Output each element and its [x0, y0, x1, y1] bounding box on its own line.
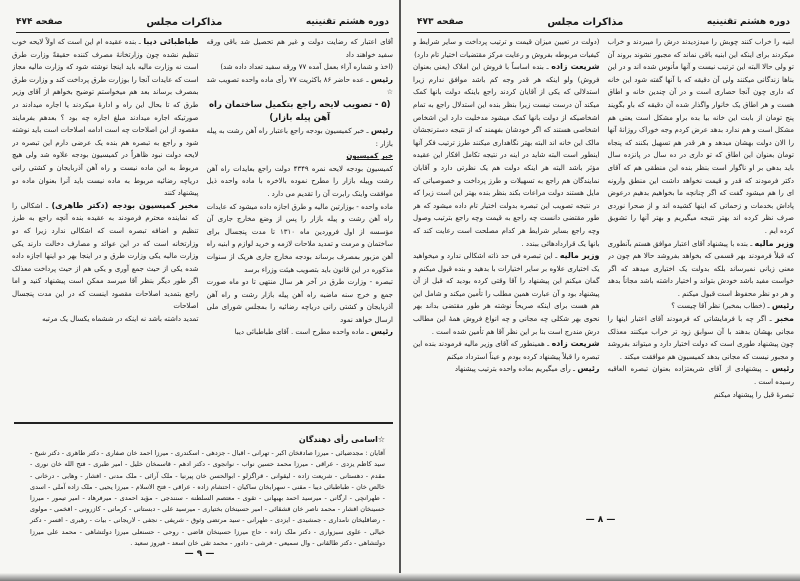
voters-title: ☆اسامی رأی دهندگان	[298, 435, 385, 444]
column-left	[12, 36, 199, 405]
speech-paragraph	[12, 200, 199, 313]
speech-text: ـ (خطاب بمخبر) نظر آقا چیست ؟	[671, 302, 772, 311]
text-paragraph: ابنیه را خراب کنند چوبش را میدزدیدند درش را میبردند و خراب میکردند برای اینکه این ابنیه باقی نماند که مجبور نشوند بروند آن تو ولی حالا البته این ترتیب نیست و آنها مأنوس شده اند و در این بناها زندگانی میکنند ولی آن دقیقه که با آنها گفته شود این خانه که داری چون آنجا حصاری است و در آن چندین خانه و اطاق هست و هر اطاق یک خانوار واگذار شده آن دقیقه که باو بگویند پنج تومان از بابت این خانه بیا بده براو مشکل است یعنی هم مشکل است و هم ندارد بدهد عرض کردم وجه خوراک روزانهٔ آنها را الان دولت بهشان میدهد و هر قدر هم تسهیل بکنند که پنجاه تومان بعنوان این اطاق که تو داری در ده سال در پانزده سال باید بدهی بر او ناگوار است بنظر بنده این منطقی هم که آقای دکتر فرمودند که قدر و قیمت نخواهد داشت این منطق وارونه ای را هم میشود گفت که اگر چنانچه ما بخواهیم بدهیم درعوض پاداش بخدمات و زحماتی که اینها کشیده اند و از صحرا نوردی صرف نظر کرده اند بهتر نتیجه میگیریم و بهتر آنها را تشویق کرده ایم .	[607, 38, 794, 235]
speaker-name: شریعت زاده	[551, 62, 600, 72]
speech-paragraph	[608, 238, 795, 301]
page-title: مذاکرات مجلس	[146, 16, 223, 28]
speech-text: ـ اگر چه با فرمایشاتی که فرمودند آقای اعتبار اینها را مجانی بهشان بدهند با آن سوابق زود تر خراب میکنند معذلک چون پیشنهاد طوری است که دولت اختیار دارد و میتواند بفروشد و مجبور نیست که مجانی بدهد کمیسیون هم موافقت میکند .	[607, 315, 794, 361]
speaker-name: رئیس	[370, 125, 393, 135]
page-title: مذاکرات مجلس	[547, 16, 624, 28]
section-heading: (۵ - تصویب لایحه راجع بتکمیل ساختمان راه آهن پیله بازار)	[209, 99, 391, 123]
page-number: — ۹ —	[184, 549, 215, 559]
session-label: دوره هشتم تقنینیه	[706, 17, 790, 27]
text-paragraph: تمدید داشته باشد نه اینکه در ششماه یکسال یک مرتبه	[42, 315, 199, 324]
text-columns	[12, 36, 393, 405]
speech-paragraph	[413, 61, 600, 250]
speech-paragraph	[12, 36, 199, 200]
column-left	[413, 36, 600, 513]
page-label: صفحه ۴۷۴	[16, 17, 63, 27]
speech-text: ـ این تبصره فی حد ذاته اشکالی ندارد و میخواهید یک اختیاری علاوه بر سایر اختیارات با بدهید و بنده قبول میکنم و گمان میکنم این پیشنهاد را آقا وقتی کرده بودید که قبل از آن پیشنهاد بود و آن عبارت همین مطلب را تأمین میکند و شامل این هم هست برای اینکه صریحاً نوشته هر طور مقتضی بداند بهر نحوی بهر شکلی چه مجانی و چه انواع فروش همهٔ این مطالب درش مندرج است بنا بر این نظر آقا هم تأمین شده است .	[413, 252, 600, 336]
speech-text: ـ بنده با پیشنهاد آقای اعتبار موافق هستم بآنطوری که قبلاً فرمودند بهر قسمی که بخواهد بفروشد حالا هم چون در معنی زیانی نمیرساند بلکه بدولت یک اختیاری میدهد که اگر خواست مفید باشد خودش بتواند و اختیار داشته باشد مجاناً بدهد و هر دو نظر محفوظ است قبول میکنم .	[607, 239, 794, 298]
text-paragraph: (دولت در تعیین میزان قیمت و ترتیب پرداخت و سایر شرایط و کیفیات مربوطه بفروش و رعایت مرکز مقتضیات اختیار تام دارد)	[413, 38, 600, 59]
page-number: — ۸ —	[585, 515, 616, 525]
speech-text: ـ ماده واحده مطرح است . آقای طباطبائی دیبا	[234, 328, 371, 337]
section-divider	[14, 422, 393, 424]
page-header	[417, 14, 790, 33]
speech-text: ـ اشکالی را که نماینده محترم فرمودند به عقیده بنده آنچه راجع به طرز تنظیم و اضافه تبصره است که اشکالی ندارد زیرا که دو وزارتخانه است که در این عوائد و مصارف دخالت دارند یکی وزارت مالیه یکی وزارت طرق و در اینجا بهر دو اینها اجازه داده شده یکی از حیث جمع آوری و یکی هم از حیث پرداخت معذلک اگر طور دیگر بنظر آقا میرسد ممکن است پیشنهاد کنید و اما راجع بتمدید اصلاحات مقصود اینست که در این مدت پنجسال اصلاحات	[12, 201, 199, 311]
speech-text: ـ خبر کمیسیون بودجه راجع باعتبار راه آهن رشت به پیله بازار :	[206, 126, 393, 148]
speaker-name: وزیر مالیه	[559, 251, 600, 261]
speaker-name: رئیس	[370, 327, 393, 337]
scan-bottom-shadow	[0, 573, 800, 581]
speech-text: ـ رأی میگیریم بماده واحده بترتیب پیشنهاد	[454, 365, 578, 374]
speech-paragraph	[608, 313, 795, 363]
speech-text: ـ پیشنهادی از آقای شریعتزاده بعنوان تبصره العاقبه رسیده است .	[607, 365, 794, 387]
speech-text: ـ همینطور که آقای وزیر مالیه فرمودند بنده این تبصره را قبلاً پیشنهاد کرده بودم و عیناً استرداد میکنم	[413, 340, 600, 361]
column-right	[608, 36, 795, 513]
text-paragraph: آقای اعتبار که رضایت دولت و غیر هم تحصیل شد باقی ورقه سفید خواهند داد	[206, 38, 393, 59]
speech-paragraph	[207, 125, 394, 150]
speech-paragraph	[207, 74, 394, 99]
speaker-name: رئیس	[577, 364, 600, 374]
text-columns	[413, 36, 794, 513]
speaker-name: رئیس	[771, 301, 794, 311]
speech-paragraph	[207, 326, 394, 339]
column-right	[207, 36, 394, 405]
subsection-heading: خبر کمیسیون	[346, 152, 393, 161]
text-paragraph: ماده واحده - بوزارتین مالیه و طرق اجازه داده میشود که عایدات راه آهن رشت و پیله بازار را پس از وضع مخارج جاری آن مؤسسه از اول فروردین ماه ۱۳۱۰ تا مدت پنجسال برای ساختمان و مرمت و تمدید ملاحات لازمه و خرید لوازم و ابنیه راه آهن مزبور بمصرف برساند بودجه مخارج جاری هریک از سنوات مذکوره در این قانون باید بتصویب هیئت وزراء برسد	[206, 202, 393, 274]
speaker-name: مخبر	[775, 314, 794, 324]
text-paragraph: تبصره - وزارت طرق در آخر هر سال منتهی تا دو ماه صورت جمع و خرج سنه ماضیه راه آهن پیله بازار رشت و راه آهن آذربایجان و کشتی رانی دریاچه رضائیه را بمجلس شورای ملی ارسال خواهد نمود	[206, 278, 393, 324]
speech-paragraph	[413, 250, 600, 338]
speech-text: ـ بنده اساساً با فروش این املاک (یعنی بعنوان فروش) ولو اینکه هر قدر وجه کم باشد موافق ندارم زیرا استدلالی که یکی از آقایان کردند راجع باینکه دولت بانها کمک میکند آن درست نیست زیرا بنظر بنده این استدلال راجع به تمام اشخاصیکه از دولت بانها کمک میشود مدخلیت دارد این اشخاص اشخاصی هستند که اگر خودشان بفهمند که از نتیجه دسترنجشان مالک این خانه اند البته بهتر نگاهداری میکنند طرز ترتیب فکر آنها اینطور است البته شاید در اینه در نتیجه تکامل افکار این عقیده مؤثر باشد البته هر اینکه دولت هم یک نظرتی دارد و آقایان نمایندگان هم راجع به تسهیلات و طرز پرداخت و خصوصیاتی که مایل هستند دولت مراعات بکند بنظر بنده بهتر این است زیرا که در نتیجه تصویب این تبصره بدولت اختیار تام داده میشود که هر طور مقتضی دانست چه راجع به قیمت وچه راجع بترتیب وصول وچه راجع بسایر شرایط هر کدام مصلحت است رعایت کند که بانها یک قراردادهائی ببندد .	[413, 63, 600, 248]
speaker-name: شریعت زاده	[551, 339, 600, 349]
session-label: دوره هشتم تقنینیه	[305, 17, 389, 27]
voters-names: آقایان : مجدضیائی - میرزا صادقخان اکبر - تهرانی - اقبال - جزدهی - اسکندری - میرزا احمد خان صفاری - دکتر طاهری - دکتر شیخ - سید کاظم یزدی - عراقی - میرزا محمد حسین نواب - نوانجوی - دکتر ادهم - قاسمخان خلیل - امیر طبری - فتح الله خان نوری - مقدم - دهستانی - شریعت زاده - لیقوانی - قراگزلو - ابوالحسن خان پیرنیا - ملک آرائی - ملک مدنی - افشار - وهابی - درخانی - خالص خان - طباطبائی دیبا - مقنی - سهرابخان ساکیان - احتشام زاده - عراقی - فتح الاسلام - میرزا یحیی - ملک زاده آملی - اسدی - طهرانچی - ارگانی - میرسید احمد بهبهانی - تقوی - معتصم السلطنه - سنندجی - مؤید احمدی - میرفرهاد - امیر تیمور - میرزا حسینخان افشار - محمد ناصر خان قشقائی - امیر حسینخان بختیاری - میرسید علی - دبستانی - کرمانی - کازرونی - افخمی - مولوی - رضاقلیخان نامداری - جمشیدی - ایزدی - طهرانی - سید مرتضی وثوق - شریفی - نجفی - لاریجانی - بیات - رهبری - افسر - دکتر خیالی - علوی سبزواری - دکتر ملک زاده - حاج میرزا حسینخان قاضی - روحی - حسنعلی میرزا دولتشاهی - محمد علی میرزا دولتشاهی - دکتر طالقانی - وال سمیعی - فرشی - دادور - محمد تقی خان اسعد - فیروز سعید .	[30, 449, 385, 547]
text-paragraph: تبصرهٔ قبل را پیشنهاد میکنم	[713, 390, 794, 399]
speech-paragraph	[608, 363, 795, 388]
speaker-name: طباطبائی دیبا	[143, 37, 199, 46]
speech-text: ـ بنده عقیده ام این است که اولاً لایحه خوب تنظیم نشده چون وزارتخانهٔ مصرف کننده حقیقةً وزارت طرق است نه وزارت مالیه باید اینجا نوشته شود که وزارت مالیه مجاز است که عایدات آنجا را بوزارت طرق پرداخت کند و وزارت طرق بمصرف برساند بعد هم میخواستم توضیح بخواهم از آقای وزیر طرق که تا بحال این راه و ادارهٔ میکردند یا اجاره میدادند در صورتیکه اجاره میدادند مبلغ اجاره چه بود ؟ بعدهم بفرمایند مقصود از این اصلاحات چه است ادامه اصلاحات است باید نوشته شود و راجع به تبصره هم بنده یک عرضی دارم این تبصره در لایحه دولت نبود ظاهراً در کمیسیون بودجه علاوه شد ولی هیچ مربوط به این ماده نیست و راه آهن آذربایجان و کشتی رانی دریاچه رضائیه مربوط به ماده نیست باید آنرا بعنوان ماده دو پیشنهاد کنند	[12, 38, 199, 198]
speech-paragraph	[413, 363, 600, 376]
speaker-name: مخبر کمیسیون بودجه (دکتر طاهری)	[51, 200, 199, 210]
page-label: صفحه ۴۷۳	[417, 17, 464, 27]
speaker-name: وزیر مالیه	[754, 238, 794, 248]
text-paragraph: کمیسیون بودجه لایحه نمره ۴۳۴۹ دولت راجع بعایدات راه آهن رشت وپیله بازار را مطرح نموده بالاخره با ماده واحده ذیل موافقت واینک رابرت آن را تقدیم می دارد .	[206, 164, 393, 198]
voters-list	[30, 434, 385, 549]
speaker-name: رئیس	[370, 74, 393, 84]
speech-paragraph	[608, 300, 795, 313]
text-paragraph: (اخذ و شماره آراء بعمل آمده ۷۷ ورقه سفید تعداد داده شد)	[220, 63, 393, 72]
speech-text: ـ عده حاضر ۸۶ باکثریت ۷۷ رأی ماده واحده تصویب شد ☆	[206, 75, 393, 97]
speech-paragraph	[413, 338, 600, 363]
speaker-name: رئیس	[771, 364, 794, 374]
page-header	[16, 14, 389, 33]
right-page	[401, 0, 800, 581]
